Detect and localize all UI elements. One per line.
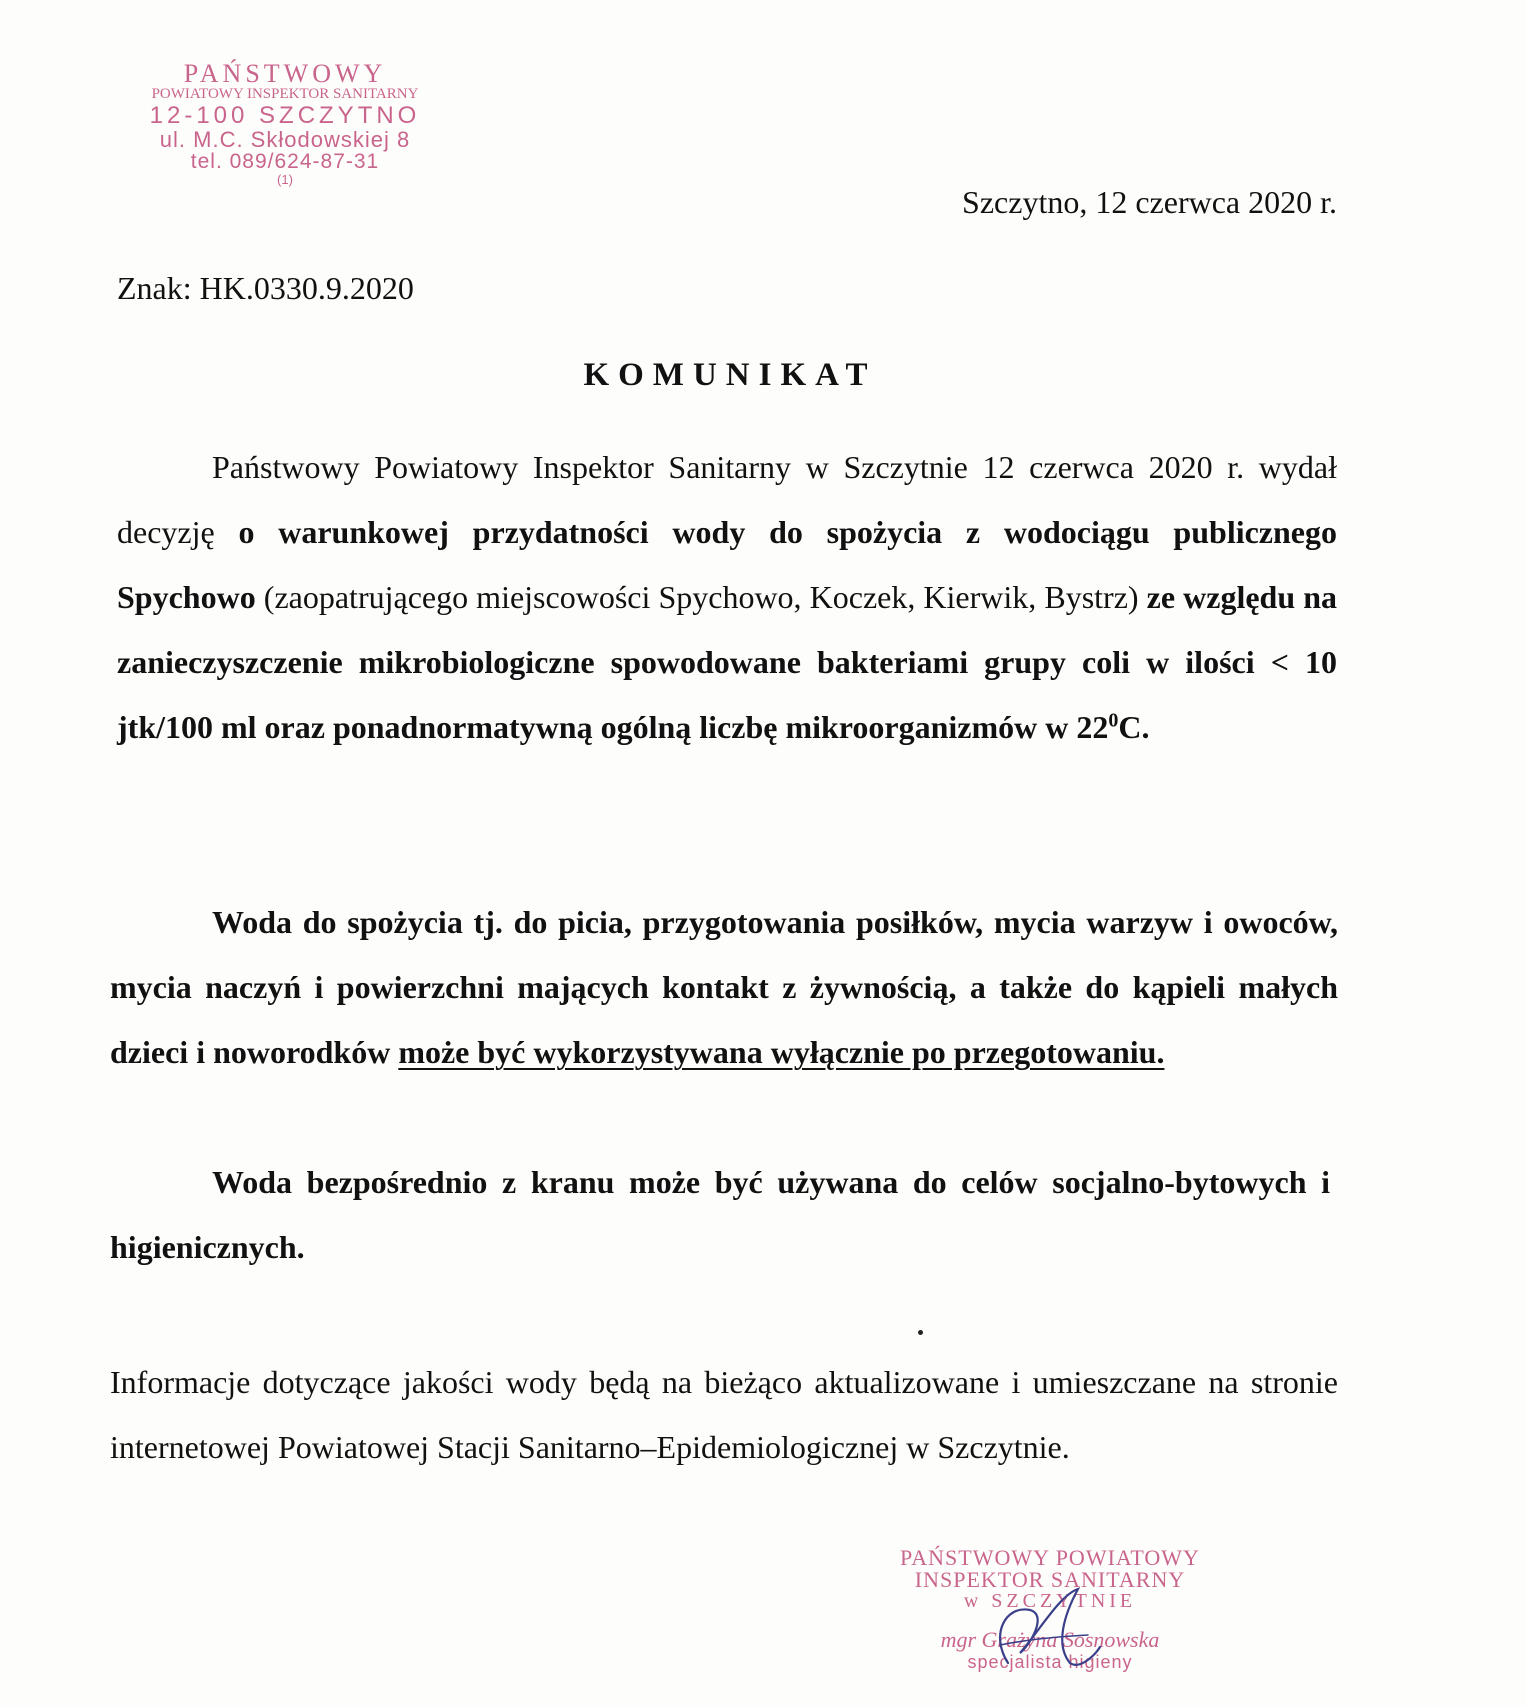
paragraph-tap-water: Woda bezpośrednio z kranu może być używana do celów socjalno-bytowych i higienicznych.	[110, 1164, 1330, 1265]
underlined-text: może być wykorzystywana wyłącznie po przegotowaniu.	[398, 1034, 1165, 1070]
stamp-line: mgr Grażyna Sosnowska	[940, 1627, 1160, 1652]
stamp-line: w SZCZYTNIE	[963, 1590, 1137, 1612]
stamp-line: PAŃSTWOWY POWIATOWY	[900, 1545, 1200, 1570]
reference-number: Znak: HK.0330.9.2020	[117, 270, 414, 306]
stamp-line: PAŃSTWOWY	[183, 59, 387, 88]
stamp-line: INSPEKTOR SANITARNY	[914, 1567, 1186, 1592]
document-date: Szczytno, 12 czerwca 2020 r.	[962, 184, 1337, 220]
paragraph-information: Informacje dotyczące jakości wody będą na bieżąco aktualizowane i umieszczane na stronie internetowej Powiatowej Stacji Sanitarno–Epidemiologicznej w Szczytnie.	[110, 1364, 1338, 1465]
bold-text: ze względu na zanieczyszczenie mikrobiologiczne spowodowane bakteriami grupy coli w ilości < 10 jtk/100 ml oraz ponadnormatywną ogólną liczbę mikroorganizmów w 22	[117, 579, 1337, 745]
header-stamp	[95, 60, 475, 187]
stamp-line: 12-100 SZCZYTNO	[149, 102, 421, 130]
stamp-line: specjalista higieny	[967, 1652, 1133, 1672]
paragraph-usage	[110, 890, 1338, 1085]
scan-dot	[918, 1330, 923, 1335]
text-run: Państwowy Powiatowy Inspektor Sanitarny w Szczytnie 12 czerwca 2020 r. wydał decyzję	[117, 449, 1337, 550]
document-title: KOMUNIKAT	[583, 357, 877, 393]
stamp-line: tel. 089/624-87-31	[190, 150, 380, 174]
bold-text: C.	[1118, 709, 1150, 745]
stamp-line: (1)	[277, 172, 293, 188]
paragraph-decision	[117, 435, 1337, 760]
stamp-line: POWIATOWY INSPEKTOR SANITARNY	[151, 86, 419, 103]
text-run: Woda do spożycia tj. do picia, przygotowania posiłków, mycia warzyw i owoców, mycia naczyń i powierzchni mających kontakt z żywnością, a także do kąpieli małych dzieci i noworodków	[110, 904, 1338, 1070]
stamp-line: ul. M.C. Skłodowskiej 8	[159, 127, 411, 153]
superscript: 0	[1108, 709, 1119, 732]
text-run: (zaopatrującego miejscowości Spychowo, Koczek, Kierwik, Bystrz)	[255, 579, 1147, 615]
handwritten-signature-icon	[960, 1575, 1110, 1685]
bold-text: o warunkowej przydatności wody do spożycia z wodociągu publicznego Spychowo	[117, 514, 1338, 615]
